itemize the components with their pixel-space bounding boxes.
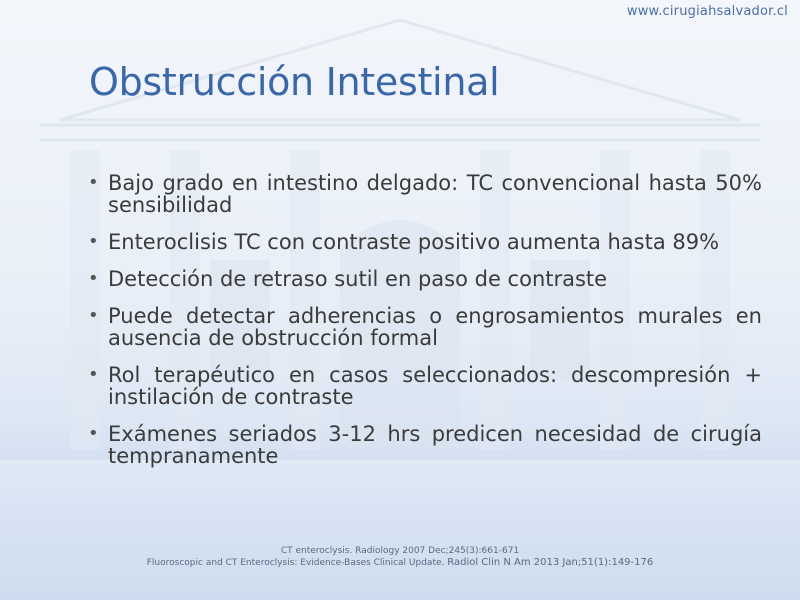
reference-line-2-prefix: Fluoroscopic and CT Enteroclysis: Evidence-Bases Clinical Update. <box>146 558 445 568</box>
bullet-icon: • <box>88 423 99 444</box>
bullet-icon: • <box>88 364 99 385</box>
bullet-text: Rol terapéutico en casos seleccionados: descompresión + instilación de contraste <box>108 363 762 409</box>
bullet-item <box>86 305 762 349</box>
bullet-item <box>86 364 762 408</box>
bullet-icon: • <box>88 305 99 326</box>
bullet-item <box>86 231 762 253</box>
bullet-text: Bajo grado en intestino delgado: TC convencional hasta 50% sensibilidad <box>108 171 762 217</box>
bullet-icon: • <box>88 172 99 193</box>
bullet-text: Exámenes seriados 3-12 hrs predicen necesidad de cirugía tempranamente <box>108 422 762 468</box>
reference-line-2-journal: Radiol Clin N Am 2013 Jan;51(1):149-176 <box>447 557 654 568</box>
bullet-icon: • <box>88 231 99 252</box>
slide-title: Obstrucción Intestinal <box>89 60 500 104</box>
reference-line-2 <box>0 557 800 569</box>
bullet-text: Enteroclisis TC con contraste positivo aumenta hasta 89% <box>108 230 720 254</box>
bullet-icon: • <box>88 268 99 289</box>
bullet-text: Puede detectar adherencias o engrosamientos murales en ausencia de obstrucción formal <box>108 304 762 350</box>
bullet-list <box>86 172 762 482</box>
site-url-text: www.cirugiahsalvador.cl <box>626 4 788 19</box>
bullet-item <box>86 268 762 290</box>
reference-line-1: CT enteroclysis. Radiology 2007 Dec;245(3):661-671 <box>280 546 520 556</box>
references <box>0 545 800 569</box>
bullet-item <box>86 172 762 216</box>
bullet-text: Detección de retraso sutil en paso de contraste <box>108 267 608 291</box>
bullet-item <box>86 423 762 467</box>
